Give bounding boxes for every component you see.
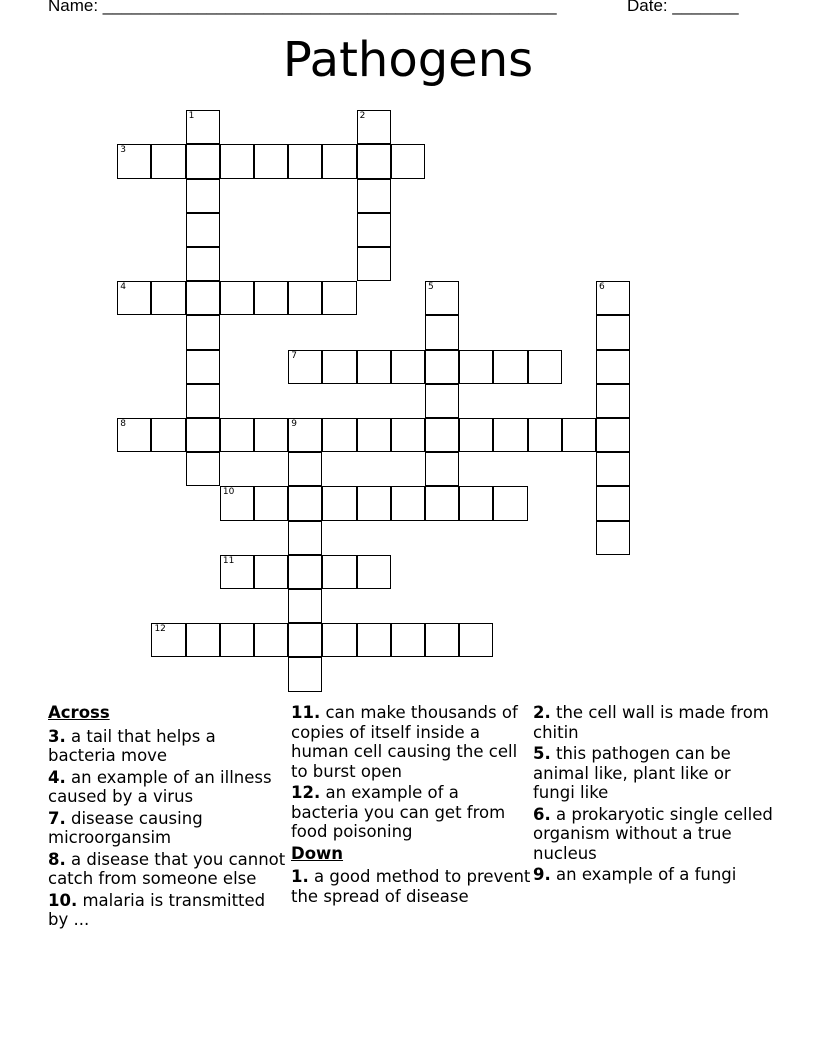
grid-cell[interactable] — [254, 555, 288, 589]
clue-number: 1 — [188, 111, 195, 122]
grid-cell[interactable] — [357, 350, 391, 384]
grid-cell[interactable] — [596, 384, 630, 418]
clues-column-1 — [48, 703, 288, 932]
grid-cell[interactable] — [254, 623, 288, 657]
clue-number: 12 — [154, 624, 166, 635]
clue-number: 10 — [222, 487, 235, 498]
grid-cell[interactable] — [391, 486, 425, 520]
grid-cell[interactable] — [117, 281, 151, 315]
grid-cell[interactable] — [562, 418, 596, 452]
clue-number: 3 — [120, 145, 126, 156]
grid-cell[interactable] — [391, 623, 425, 657]
grid-cell[interactable] — [322, 486, 356, 520]
clue-across-12: 12. an example of a bacteria you can get from food poisoning — [291, 783, 506, 841]
grid-cell[interactable] — [391, 418, 425, 452]
clues-column-3 — [533, 703, 773, 887]
grid-cell[interactable] — [493, 418, 527, 452]
grid-cell[interactable] — [288, 623, 322, 657]
grid-cell[interactable] — [117, 144, 151, 178]
grid-cell[interactable] — [459, 418, 493, 452]
clue-down-2: 2. the cell wall is made from chitin — [533, 703, 769, 742]
grid-cell[interactable] — [596, 521, 630, 555]
clue-number: 7 — [291, 350, 297, 361]
grid-cell[interactable] — [220, 555, 254, 589]
grid-cell[interactable] — [425, 623, 459, 657]
grid-cell[interactable] — [357, 555, 391, 589]
grid-cell[interactable] — [220, 486, 254, 520]
grid-cell[interactable] — [186, 350, 220, 384]
grid-cell[interactable] — [151, 623, 185, 657]
grid-cell[interactable] — [288, 144, 322, 178]
clue-number: 5 — [428, 282, 434, 293]
grid-cell[interactable] — [357, 110, 391, 144]
grid-cell[interactable] — [357, 213, 391, 247]
grid-cell[interactable] — [288, 486, 322, 520]
grid-cell[interactable] — [425, 350, 459, 384]
grid-cell[interactable] — [288, 350, 322, 384]
grid-cell[interactable] — [596, 350, 630, 384]
grid-cell[interactable] — [425, 281, 459, 315]
clue-number: 8 — [120, 419, 126, 430]
grid-cell[interactable] — [220, 623, 254, 657]
grid-cell[interactable] — [254, 486, 288, 520]
grid-cell[interactable] — [425, 384, 459, 418]
grid-cell[interactable] — [493, 486, 527, 520]
grid-cell[interactable] — [391, 350, 425, 384]
grid-cell[interactable] — [357, 179, 391, 213]
grid-cell[interactable] — [186, 110, 220, 144]
clue-down-9: 9. an example of a fungi — [533, 865, 737, 884]
grid-cell[interactable] — [288, 589, 322, 623]
grid-cell[interactable] — [425, 486, 459, 520]
grid-cell[interactable] — [596, 315, 630, 349]
grid-cell[interactable] — [596, 452, 630, 486]
grid-cell[interactable] — [425, 315, 459, 349]
grid-cell[interactable] — [254, 418, 288, 452]
grid-cell[interactable] — [357, 144, 391, 178]
clue-number: 9 — [291, 419, 297, 430]
grid-cell[interactable] — [357, 418, 391, 452]
grid-cell[interactable] — [254, 281, 288, 315]
grid-cell[interactable] — [288, 521, 322, 555]
grid-cell[interactable] — [186, 179, 220, 213]
clue-number: 6 — [599, 282, 605, 293]
clue-down-5: 5. this pathogen can be animal like, plant like or fungi like — [533, 744, 731, 802]
grid-cell[interactable] — [288, 281, 322, 315]
grid-cell[interactable] — [186, 144, 220, 178]
clue-number: 2 — [359, 111, 366, 122]
grid-cell[interactable] — [220, 144, 254, 178]
grid-cell[interactable] — [357, 247, 391, 281]
grid-cell[interactable] — [186, 247, 220, 281]
clue-down-1: 1. a good method to prevent the spread of disease — [291, 867, 531, 906]
grid-cell[interactable] — [288, 657, 322, 691]
clue-across-4: 4. an example of an illness caused by a virus — [48, 767, 272, 806]
grid-cell[interactable] — [322, 350, 356, 384]
clue-across-11: 11. can make thousands of copies of itself inside a human cell causing the cell to burst open — [291, 703, 518, 781]
grid-cell[interactable] — [322, 144, 356, 178]
grid-cell[interactable] — [425, 418, 459, 452]
grid-cell[interactable] — [186, 623, 220, 657]
grid-cell[interactable] — [288, 418, 322, 452]
grid-cell[interactable] — [186, 315, 220, 349]
grid-cell[interactable] — [322, 555, 356, 589]
grid-cell[interactable] — [186, 213, 220, 247]
grid-cell[interactable] — [596, 281, 630, 315]
grid-cell[interactable] — [459, 350, 493, 384]
grid-cell[interactable] — [596, 486, 630, 520]
grid-cell[interactable] — [493, 350, 527, 384]
grid-cell[interactable] — [151, 144, 185, 178]
grid-cell[interactable] — [528, 418, 562, 452]
clue-across-3: 3. a tail that helps a bacteria move — [48, 726, 216, 765]
clue-across-8: 8. a disease that you cannot catch from someone else — [48, 849, 286, 888]
grid-cell[interactable] — [528, 350, 562, 384]
clue-across-7: 7. disease causing microorgansim — [48, 808, 203, 847]
grid-cell[interactable] — [186, 281, 220, 315]
grid-cell[interactable] — [322, 281, 356, 315]
across-heading: Across — [48, 703, 110, 722]
down-heading: Down — [291, 843, 344, 863]
clue-number: 11 — [222, 555, 235, 566]
grid-cell[interactable] — [391, 144, 425, 178]
grid-cell[interactable] — [322, 418, 356, 452]
grid-cell[interactable] — [459, 486, 493, 520]
page-title: Pathogens — [282, 32, 534, 88]
clues-column-2 — [291, 703, 531, 908]
grid-cell[interactable] — [186, 418, 220, 452]
grid-cell[interactable] — [117, 418, 151, 452]
grid-cell[interactable] — [357, 623, 391, 657]
grid-cell[interactable] — [288, 555, 322, 589]
clue-across-10: 10. malaria is transmitted by ... — [48, 890, 266, 929]
date-field: Date: _______ — [627, 0, 739, 15]
clue-down-6: 6. a prokaryotic single celled organism without a true nucleus — [533, 804, 773, 863]
grid-cell[interactable] — [254, 144, 288, 178]
grid-cell[interactable] — [322, 623, 356, 657]
grid-cell[interactable] — [151, 281, 185, 315]
grid-cell[interactable] — [357, 486, 391, 520]
clue-number: 4 — [120, 282, 126, 293]
grid-cell[interactable] — [220, 418, 254, 452]
grid-cell[interactable] — [220, 281, 254, 315]
grid-cell[interactable] — [186, 452, 220, 486]
grid-cell[interactable] — [151, 418, 185, 452]
grid-cell[interactable] — [459, 623, 493, 657]
grid-cell[interactable] — [596, 418, 630, 452]
grid-cell[interactable] — [425, 452, 459, 486]
grid-cell[interactable] — [186, 384, 220, 418]
grid-cell[interactable] — [288, 452, 322, 486]
name-field: Name: ________________________________________________ — [48, 0, 557, 15]
